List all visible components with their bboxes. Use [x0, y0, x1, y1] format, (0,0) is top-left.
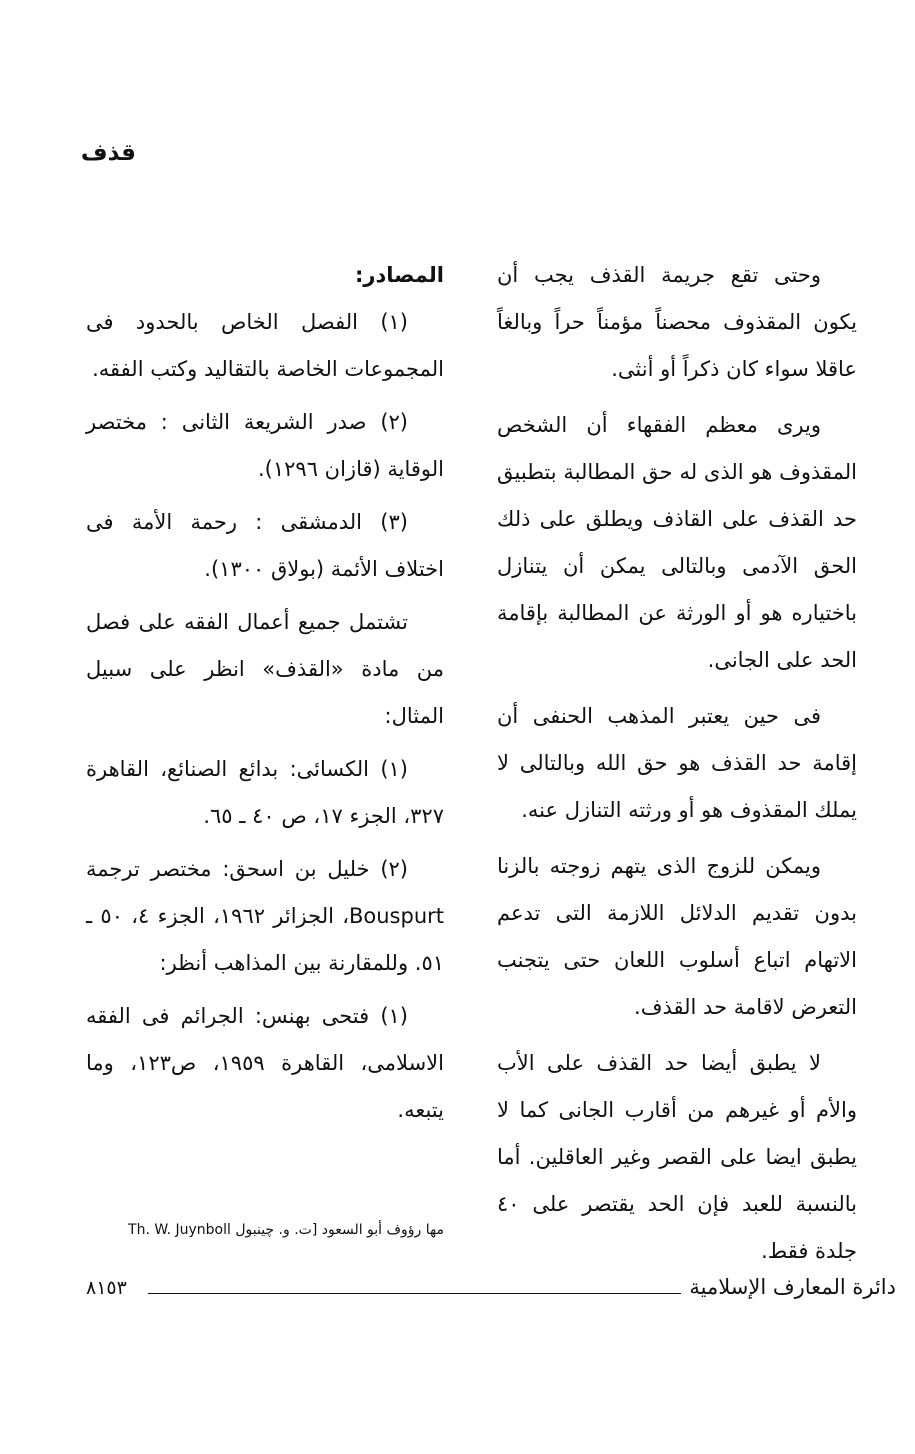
body-paragraph: وحتى تقع جريمة القذف يجب أن يكون المقذوف محصناً مؤمناً حراً وبالغاً عاقلا سواء كان ذكراً أو أنثى.: [497, 263, 857, 381]
main-text-column: [497, 252, 857, 1284]
body-paragraph: ويرى معظم الفقهاء أن الشخص المقذوف هو الذى له حق المطالبة بتطبيق حد القذف على القاذف ويطلق على ذلك الحق الآدمى وبالتالى يمكن أن يتنازل باختياره هو أو الورثة عن المطالبة بإقامة الحد على الجانى.: [497, 413, 857, 672]
body-paragraph: فى حين يعتبر المذهب الحنفى أن إقامة حد القذف هو حق الله وبالتالى لا يملك المقذوف هو أو ورثته التنازل عنه.: [497, 704, 857, 822]
source-reference: (١) فتحى بهنس: الجرائم فى الفقه الاسلامى، القاهرة ١٩٥٩، ص١٢٣، وما يتبعه.: [86, 1004, 444, 1122]
source-reference: (٢) خليل بن اسحق: مختصر ترجمة Bouspurt، الجزائر ١٩٦٢، الجزء ٤، ٥٠ ـ ٥١. وللمقارنة بين المذاهب أنظر:: [86, 857, 444, 975]
body-paragraph: ويمكن للزوج الذى يتهم زوجته بالزنا بدون تقديم الدلائل اللازمة التى تدعم الاتهام اتباع أسلوب اللعان حتى يتجنب التعرض لاقامة حد القذف.: [497, 854, 857, 1019]
source-reference: (٣) الدمشقى : رحمة الأمة فى اختلاف الأئمة (بولاق ١٣٠٠).: [86, 510, 444, 581]
running-head: قذف: [80, 140, 136, 166]
source-reference: (١) الكسائى: بدائع الصنائع، القاهرة ٣٢٧، الجزء ١٧، ص ٤٠ ـ ٦٥.: [86, 757, 444, 828]
body-paragraph: لا يطبق أيضا حد القذف على الأب والأم أو غيرهم من أقارب الجانى كما لا يطبق ايضا على القصر وغير العاقلين. أما بالنسبة للعبد فإن الحد يقتصر على ٤٠ جلدة فقط.: [497, 1051, 857, 1263]
source-reference: (٢) صدر الشريعة الثانى : مختصر الوقاية (قازان ١٢٩٦).: [86, 410, 444, 481]
publication-title: دائرة المعارف الإسلامية: [689, 1275, 896, 1299]
source-reference: (١) الفصل الخاص بالحدود فى المجموعات الخاصة بالتقاليد وكتب الفقه.: [86, 310, 444, 381]
sources-column: [86, 252, 444, 1140]
page-footer: [86, 1275, 896, 1305]
page-number: ٨١٥٣: [86, 1277, 127, 1299]
sources-note: تشتمل جميع أعمال الفقه على فصل من مادة «القذف» انظر على سبيل المثال:: [86, 610, 444, 728]
footer-divider: [148, 1293, 681, 1294]
author-signature: مها رؤوف أبو السعود [ت. و. چينبول Th. W. Juynboll: [128, 1222, 444, 1238]
sources-heading: المصادر:: [354, 263, 444, 287]
